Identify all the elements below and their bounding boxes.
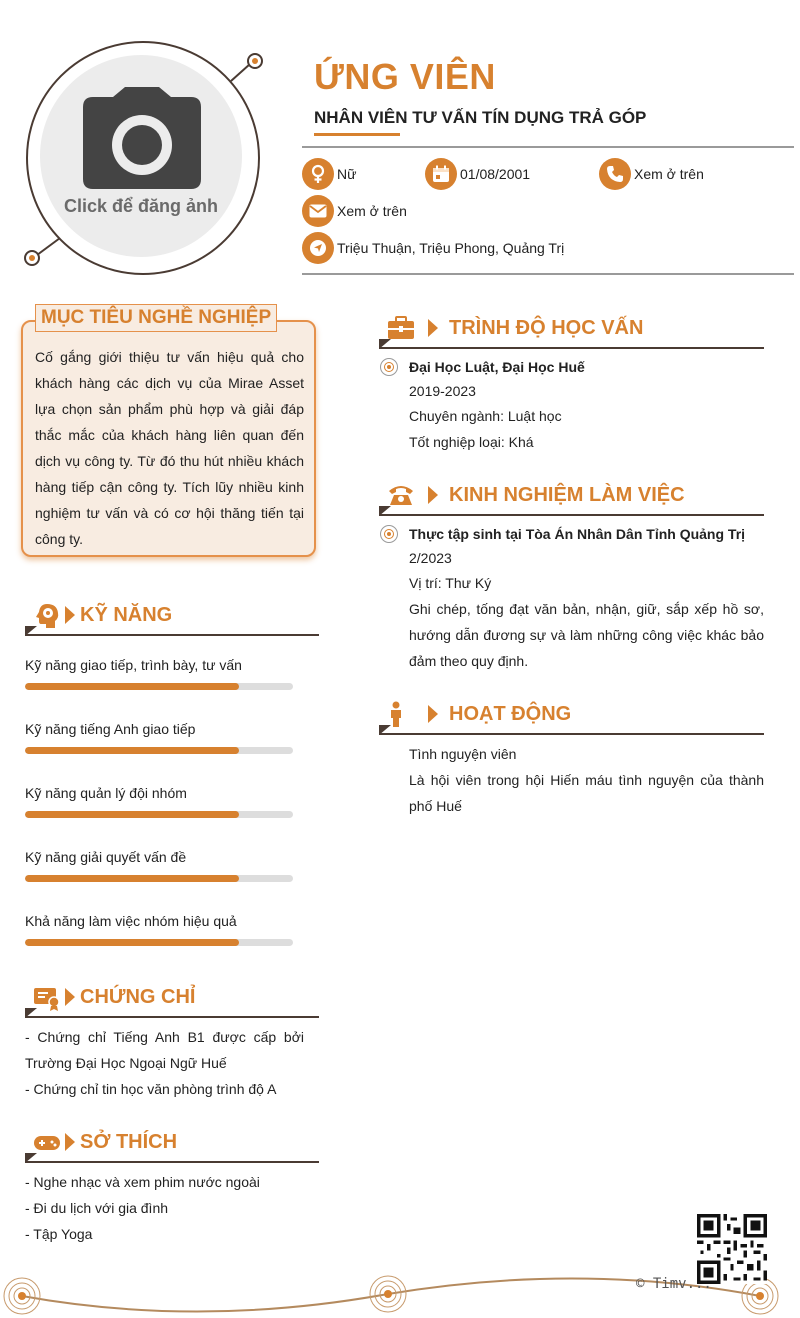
skill-level-bar — [25, 939, 293, 946]
avatar-decor-dot — [24, 250, 40, 266]
email-icon — [302, 195, 334, 227]
education-major: Chuyên ngành: Luật học — [409, 408, 562, 424]
certificates-heading: CHỨNG CHỈ — [80, 986, 196, 1008]
skill-level-fill — [25, 875, 239, 882]
candidate-name: ỨNG VIÊN — [314, 56, 496, 97]
skill-level-bar — [25, 875, 293, 882]
address-value: Triệu Thuận, Triệu Phong, Quảng Trị — [337, 240, 565, 256]
section-rule — [25, 1016, 319, 1018]
career-goal-heading: MỤC TIÊU NGHỀ NGHIỆP — [35, 304, 277, 332]
section-rule — [379, 514, 764, 516]
gender-icon — [302, 158, 334, 190]
certificate-item: - Chứng chỉ Tiếng Anh B1 được cấp bởi Trường Đại Học Ngoại Ngữ Huế — [25, 1029, 304, 1071]
section-corner — [379, 506, 391, 516]
section-rule — [25, 1161, 319, 1163]
email-value: Xem ở trên — [337, 203, 407, 219]
education-period: 2019-2023 — [409, 383, 476, 399]
calendar-icon — [425, 158, 457, 190]
experience-period: 2/2023 — [409, 550, 452, 566]
divider — [302, 146, 794, 148]
location-icon — [302, 232, 334, 264]
section-arrow-icon — [65, 988, 75, 1006]
skill-name: Kỹ năng tiếng Anh giao tiếp — [25, 721, 196, 737]
certificate-item: - Chứng chỉ tin học văn phòng trình độ A — [25, 1081, 277, 1097]
section-rule — [25, 634, 319, 636]
activities-heading: HOẠT ĐỘNG — [449, 703, 572, 725]
section-corner — [25, 1008, 37, 1018]
skills-heading: KỸ NĂNG — [80, 604, 173, 626]
section-arrow-icon — [428, 486, 438, 504]
avatar-decor-dot — [247, 53, 263, 69]
skill-level-fill — [25, 811, 239, 818]
job-title: NHÂN VIÊN TƯ VẤN TÍN DỤNG TRẢ GÓP — [314, 108, 647, 127]
section-arrow-icon — [428, 319, 438, 337]
timeline-bullet-icon — [380, 358, 398, 376]
skill-level-bar — [25, 747, 293, 754]
skill-level-bar — [25, 811, 293, 818]
gender-value: Nữ — [337, 166, 357, 182]
experience-heading: KINH NGHIỆM LÀM VIỆC — [449, 484, 685, 506]
hobby-item: - Nghe nhạc và xem phim nước ngoài — [25, 1174, 260, 1190]
experience-position: Vị trí: Thư Ký — [409, 575, 492, 591]
birth-date-value: 01/08/2001 — [460, 166, 531, 182]
activity-item: Tình nguyện viên — [409, 746, 517, 762]
footer-watermark: © Timv... — [636, 1276, 712, 1292]
skill-level-fill — [25, 683, 239, 690]
hobby-item: - Đi du lịch với gia đình — [25, 1200, 169, 1216]
skill-level-bar — [25, 683, 293, 690]
education-grade: Tốt nghiệp loại: Khá — [409, 434, 534, 450]
skill-name: Kỹ năng giao tiếp, trình bày, tư vấn — [25, 657, 242, 673]
experience-role: Thực tập sinh tại Tòa Án Nhân Dân Tỉnh Quảng Trị — [409, 526, 746, 542]
activity-item: Là hội viên trong hội Hiến máu tình nguyện của thành phố Huế — [409, 772, 764, 814]
section-arrow-icon — [65, 606, 75, 624]
section-arrow-icon — [65, 1133, 75, 1151]
hobbies-heading: SỞ THÍCH — [80, 1131, 178, 1153]
skill-name: Kỹ năng quản lý đội nhóm — [25, 785, 187, 801]
qr-code — [697, 1214, 767, 1284]
experience-description: Ghi chép, tống đạt văn bản, nhận, giữ, sắp xếp hồ sơ, hướng dẫn đương sự và làm những công việc khác bảo đảm theo quy định. — [409, 601, 764, 669]
career-goal-text: Cố gắng giới thiệu tư vấn hiệu quả cho khách hàng các dịch vụ của Mirae Asset lựa chọn sản phẩm phù hợp và giải đáp thắc mắc của khách hàng liên quan đến dịch vụ công ty. Từ đó thu hút nhiều khách hàng tiếp cận công ty. Tích lũy nhiều kinh nghiệm tư vấn và có cơ hội thăng tiến tại công ty. — [35, 349, 304, 547]
section-corner — [379, 725, 391, 735]
skill-level-fill — [25, 939, 239, 946]
section-corner — [379, 339, 391, 349]
phone-value: Xem ở trên — [634, 166, 704, 182]
hobby-item: - Tập Yoga — [25, 1226, 93, 1242]
education-school: Đại Học Luật, Đại Học Huế — [409, 359, 585, 375]
education-heading: TRÌNH ĐỘ HỌC VẤN — [449, 317, 644, 339]
title-underline — [314, 133, 400, 136]
photo-upload-label[interactable]: Click để đăng ảnh — [63, 196, 219, 216]
section-arrow-icon — [428, 705, 438, 723]
camera-icon[interactable] — [83, 87, 201, 189]
section-corner — [25, 626, 37, 636]
skill-level-fill — [25, 747, 239, 754]
skill-name: Kỹ năng giải quyết vấn đề — [25, 849, 187, 865]
section-rule — [379, 347, 764, 349]
phone-icon — [599, 158, 631, 190]
skill-name: Khả năng làm việc nhóm hiệu quả — [25, 913, 237, 929]
section-corner — [25, 1153, 37, 1163]
timeline-bullet-icon — [380, 525, 398, 543]
section-rule — [379, 733, 764, 735]
divider — [302, 273, 794, 275]
